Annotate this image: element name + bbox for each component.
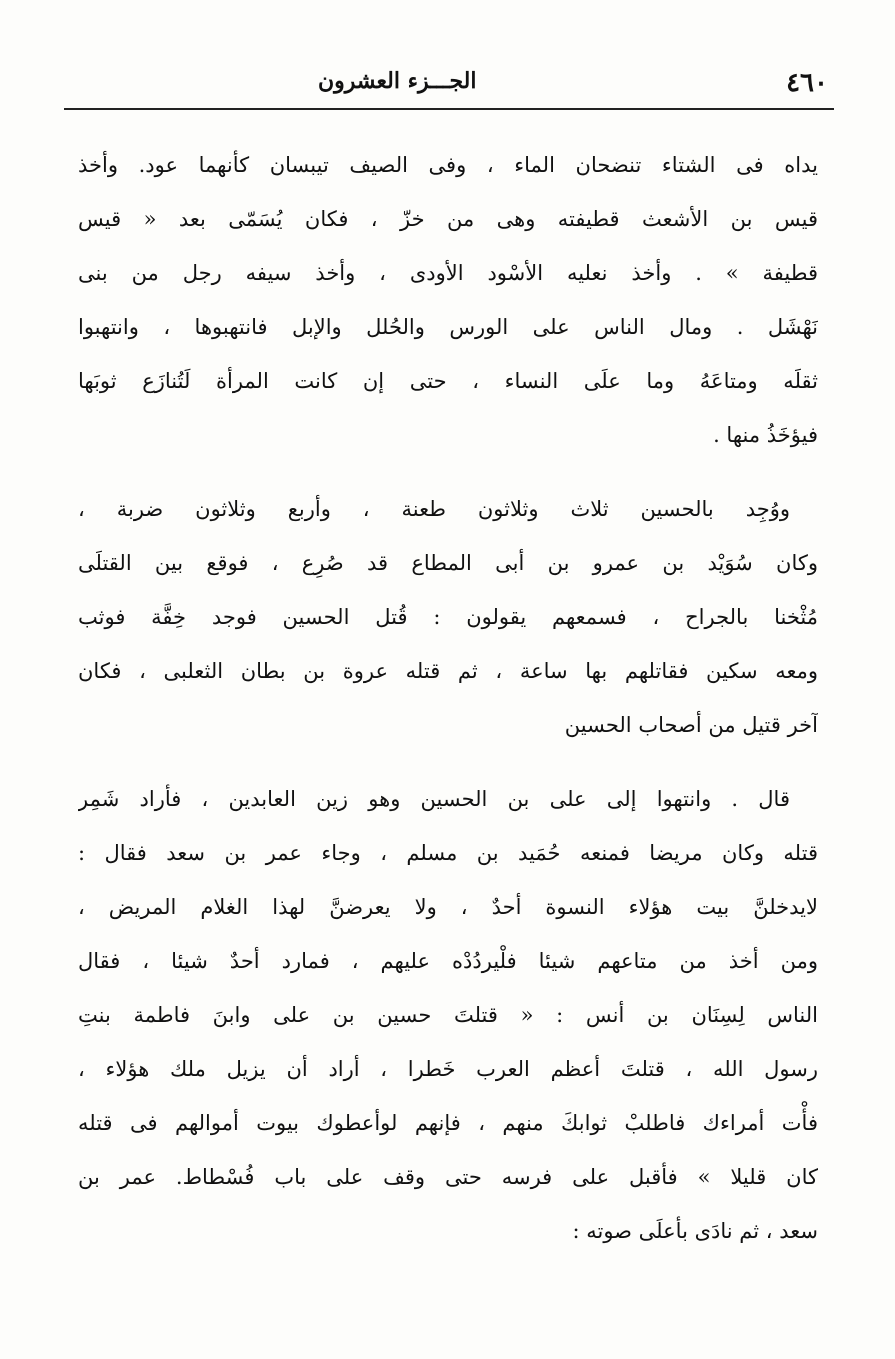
page-number: ٤٦٠ xyxy=(786,68,828,98)
text-line: كان قليلا » فأقبل على فرسه حتى وقف على باب فُسْطاط. عمر بن xyxy=(78,1165,818,1189)
paragraph-1 xyxy=(78,138,818,462)
text-line: يداه فى الشتاء تنضحان الماء ، وفى الصيف تيبسان كأنهما عود. وأخذ xyxy=(78,153,818,177)
text-line: ووُجِد بالحسين ثلاث وثلاثون طعنة ، وأربع وثلاثون ضربة ، xyxy=(78,497,790,521)
text-line: لايدخلنَّ بيت هؤلاء النسوة أحدٌ ، ولا يعرضنَّ لهذا الغلام المريض ، xyxy=(78,895,818,919)
text-line: نَهْشَل . ومال الناس على الورس والحُلل والإبل فانتهبوها ، وانتهبوا xyxy=(78,315,818,339)
text-line: الناس لِسِنَان بن أنس : « قتلتَ حسين بن على وابنَ فاطمة بنتِ xyxy=(78,1003,818,1027)
paragraph-gap xyxy=(78,752,818,772)
text-line: مُثْخنا بالجراح ، فسمعهم يقولون : قُتل الحسين فوجد خِفَّة فوثب xyxy=(78,605,818,629)
text-line: فيؤخَذُ منها . xyxy=(713,423,818,447)
page-body xyxy=(78,138,818,1258)
text-line: وكان سُوَيْد بن عمرو بن أبى المطاع قد صُرِع ، فوقع بين القتلَى xyxy=(78,551,818,575)
paragraph-2 xyxy=(78,482,818,752)
header-rule xyxy=(64,108,834,110)
text-line: قتله وكان مريضا فمنعه حُمَيد بن مسلم ، وجاء عمر بن سعد فقال : xyxy=(78,841,818,865)
text-line: آخر قتيل من أصحاب الحسين xyxy=(564,713,818,737)
paragraph-gap xyxy=(78,462,818,482)
running-title: الجـــزء العشرون xyxy=(318,68,477,94)
text-line: فأْت أمراءك فاطلبْ ثوابكَ منهم ، فإنهم لوأعطوك بيوت أموالهم فى قتله xyxy=(78,1111,818,1135)
text-line: قطيفة » . وأخذ نعليه الأسْود الأودى ، وأخذ سيفه رجل من بنى xyxy=(78,261,818,285)
page-header xyxy=(68,62,828,108)
paragraph-3 xyxy=(78,772,818,1258)
text-line: قيس بن الأشعث قطيفته وهى من خزّ ، فكان يُسَمّى بعد « قيس xyxy=(78,207,818,231)
text-line: قال . وانتهوا إلى على بن الحسين وهو زين العابدين ، فأراد شَمِر xyxy=(78,787,790,811)
text-line: ثقلَه ومتاعَهُ وما علَى النساء ، حتى إن كانت المرأة لَتُنازَع ثوبَها xyxy=(78,369,818,393)
text-line: ومعه سكين فقاتلهم بها ساعة ، ثم قتله عروة بن بطان الثعلبى ، فكان xyxy=(78,659,818,683)
text-line: رسول الله ، قتلتَ أعظم العرب خَطرا ، أراد أن يزيل ملك هؤلاء ، xyxy=(78,1057,818,1081)
text-line: ومن أخذ من متاعهم شيئا فلْيردُدْه عليهم ، فمارد أحدٌ شيئا ، فقال xyxy=(78,949,818,973)
text-line: سعد ، ثم نادَى بأعلَى صوته : xyxy=(572,1219,818,1243)
